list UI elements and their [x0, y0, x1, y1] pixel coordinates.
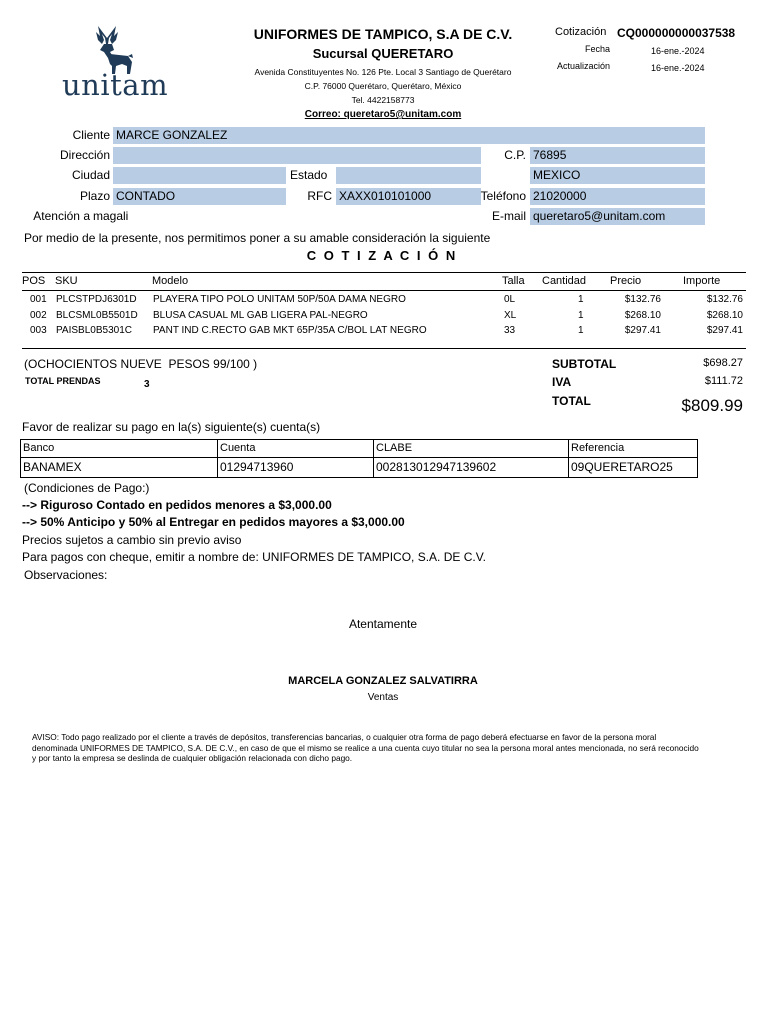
bank-value: BANAMEX — [21, 458, 218, 478]
total-prendas-value: 3 — [144, 379, 150, 390]
cell-sku: PLCSTPDJ6301D — [56, 294, 137, 305]
table-row — [22, 308, 746, 323]
cell-talla: XL — [504, 310, 517, 321]
company-branch: Sucursal QUERETARO — [312, 46, 454, 61]
col-modelo: Modelo — [152, 275, 189, 287]
estado-field — [336, 167, 481, 184]
plazo-label: Plazo — [79, 189, 110, 203]
col-precio: Precio — [610, 275, 642, 287]
table-bottom-rule — [22, 348, 746, 349]
signer-name: MARCELA GONZALEZ SALVATIRRA — [288, 675, 478, 687]
cell-pos: 001 — [30, 294, 47, 305]
payment-conditions-label: (Condiciones de Pago:) — [24, 481, 150, 495]
quote-update-label: Actualización — [557, 61, 611, 71]
company-phone: Tel. 4422158773 — [351, 95, 415, 105]
company-address-2: C.P. 76000 Querétaro, Querétaro, México — [304, 81, 462, 91]
quote-number: CQ000000000037538 — [617, 26, 736, 40]
signer-role: Ventas — [367, 692, 399, 703]
ciudad-label: Ciudad — [71, 168, 110, 182]
cell-modelo: BLUSA CASUAL ML GAB LIGERA PAL-NEGRO — [153, 310, 368, 321]
atencion-value: magali — [93, 209, 129, 223]
table-header-rule — [22, 290, 746, 291]
atencion-label: Atención a — [33, 209, 90, 223]
rfc-label: RFC — [307, 189, 332, 203]
company-logo — [60, 24, 178, 102]
intro-text: Por medio de la presente, nos permitimos poner a su amable consideración la siguiente — [24, 231, 491, 245]
cell-pos: 003 — [30, 325, 47, 336]
col-pos: POS — [22, 275, 46, 287]
clabe-value: 002813012947139602 — [374, 458, 569, 478]
cell-importe: $268.10 — [706, 310, 743, 321]
document-title: C O T I Z A C I Ó N — [306, 248, 458, 263]
cell-precio: $268.10 — [624, 310, 661, 321]
direccion-field — [113, 147, 481, 164]
bank-table-header — [21, 440, 698, 458]
cell-talla: 0L — [504, 294, 516, 305]
observaciones-label: Observaciones: — [24, 568, 108, 582]
email-field: queretaro5@unitam.com — [530, 208, 705, 225]
quote-update: 16-ene.-2024 — [651, 63, 705, 73]
logo-wordmark: unitam — [62, 68, 169, 102]
col-importe: Importe — [683, 275, 721, 287]
quote-date: 16-ene.-2024 — [651, 46, 705, 56]
subtotal-value: $698.27 — [703, 357, 743, 369]
cell-cantidad: 1 — [578, 310, 584, 321]
account-value: 01294713960 — [218, 458, 374, 478]
direccion-label: Dirección — [59, 148, 110, 162]
closing-text: Atentamente — [348, 617, 418, 631]
col-sku: SKU — [55, 275, 78, 287]
telefono-label: Teléfono — [480, 189, 526, 203]
cp-field: 76895 — [530, 147, 705, 164]
table-header — [22, 274, 746, 289]
check-note: Para pagos con cheque, emitir a nombre de: UNIFORMES DE TAMPICO, S.A. DE C.V. — [22, 550, 486, 564]
amount-in-words: (OCHOCIENTOS NUEVE PESOS 99/100 ) — [24, 357, 258, 371]
subtotal-label: SUBTOTAL — [552, 357, 617, 371]
cliente-field: MARCE GONZALEZ — [113, 127, 705, 144]
col-talla: Talla — [502, 275, 525, 287]
plazo-field: CONTADO — [113, 188, 286, 205]
cell-modelo: PLAYERA TIPO POLO UNITAM 50P/50A DAMA NEGRO — [153, 294, 406, 305]
cell-importe: $297.41 — [706, 325, 743, 336]
telefono-field: 21020000 — [530, 188, 705, 205]
bank-header: Banco — [21, 440, 218, 458]
bank-accounts-table — [20, 439, 698, 478]
email-label: E-mail — [491, 209, 526, 223]
pais-field: MEXICO — [530, 167, 705, 184]
cell-precio: $297.41 — [624, 325, 661, 336]
total-prendas-label: TOTAL PRENDAS — [25, 376, 101, 386]
payment-condition-1: --> Riguroso Contado en pedidos menores a $3,000.00 — [22, 498, 332, 512]
cell-precio: $132.76 — [624, 294, 661, 305]
table-top-rule — [22, 272, 746, 273]
payment-intro: Favor de realizar su pago en la(s) siguiente(s) cuenta(s) — [22, 420, 321, 434]
clabe-header: CLABE — [374, 440, 569, 458]
cell-sku: BLCSML0B5501D — [56, 310, 138, 321]
cell-importe: $132.76 — [706, 294, 743, 305]
rfc-field: XAXX010101000 — [336, 188, 481, 205]
cell-cantidad: 1 — [578, 294, 584, 305]
company-address-1: Avenida Constituyentes No. 126 Pte. Local 3 Santiago de Querétaro — [254, 67, 512, 77]
quote-date-label: Fecha — [585, 44, 611, 54]
cell-pos: 002 — [30, 310, 47, 321]
bank-table-row — [21, 458, 698, 478]
table-row — [22, 292, 746, 307]
cell-cantidad: 1 — [578, 325, 584, 336]
estado-label: Estado — [290, 168, 328, 182]
iva-label: IVA — [552, 375, 572, 389]
account-header: Cuenta — [218, 440, 374, 458]
reference-header: Referencia — [569, 440, 698, 458]
cp-label: C.P. — [504, 148, 526, 162]
cliente-label: Cliente — [72, 128, 110, 142]
legal-notice: AVISO: Todo pago realizado por el cliente a través de depósitos, transferencias bancarias, o cualquier otra forma de pago deberá efectuarse en favor de la persona moral denominada UNIFORMES DE TAMPICO, S.A. DE C.V., en caso de que el mismo se realice a una cuenta cuyo titular no sea la persona moral antes mencionada, no será reconocido y por tanto la empresa se deslinda de cualquier obligación relacionada con dicho pago. — [32, 732, 699, 763]
ciudad-field — [113, 167, 286, 184]
cell-sku: PAISBL0B5301C — [56, 325, 132, 336]
price-note: Precios sujetos a cambio sin previo aviso — [22, 533, 242, 547]
cell-modelo: PANT IND C.RECTO GAB MKT 65P/35A C/BOL LAT NEGRO — [153, 325, 427, 336]
payment-condition-2: --> 50% Anticipo y 50% al Entregar en pedidos mayores a $3,000.00 — [22, 515, 405, 529]
iva-value: $111.72 — [704, 375, 743, 387]
quote-label: Cotización — [555, 26, 607, 38]
company-email: Correo: queretaro5@unitam.com — [304, 109, 462, 120]
total-label: TOTAL — [552, 394, 591, 408]
cell-talla: 33 — [504, 325, 516, 336]
col-cantidad: Cantidad — [542, 275, 587, 287]
table-row — [22, 323, 746, 338]
total-value: $809.99 — [681, 396, 743, 415]
company-name: UNIFORMES DE TAMPICO, S.A DE C.V. — [253, 26, 513, 42]
reference-value: 09QUERETARO25 — [569, 458, 698, 478]
